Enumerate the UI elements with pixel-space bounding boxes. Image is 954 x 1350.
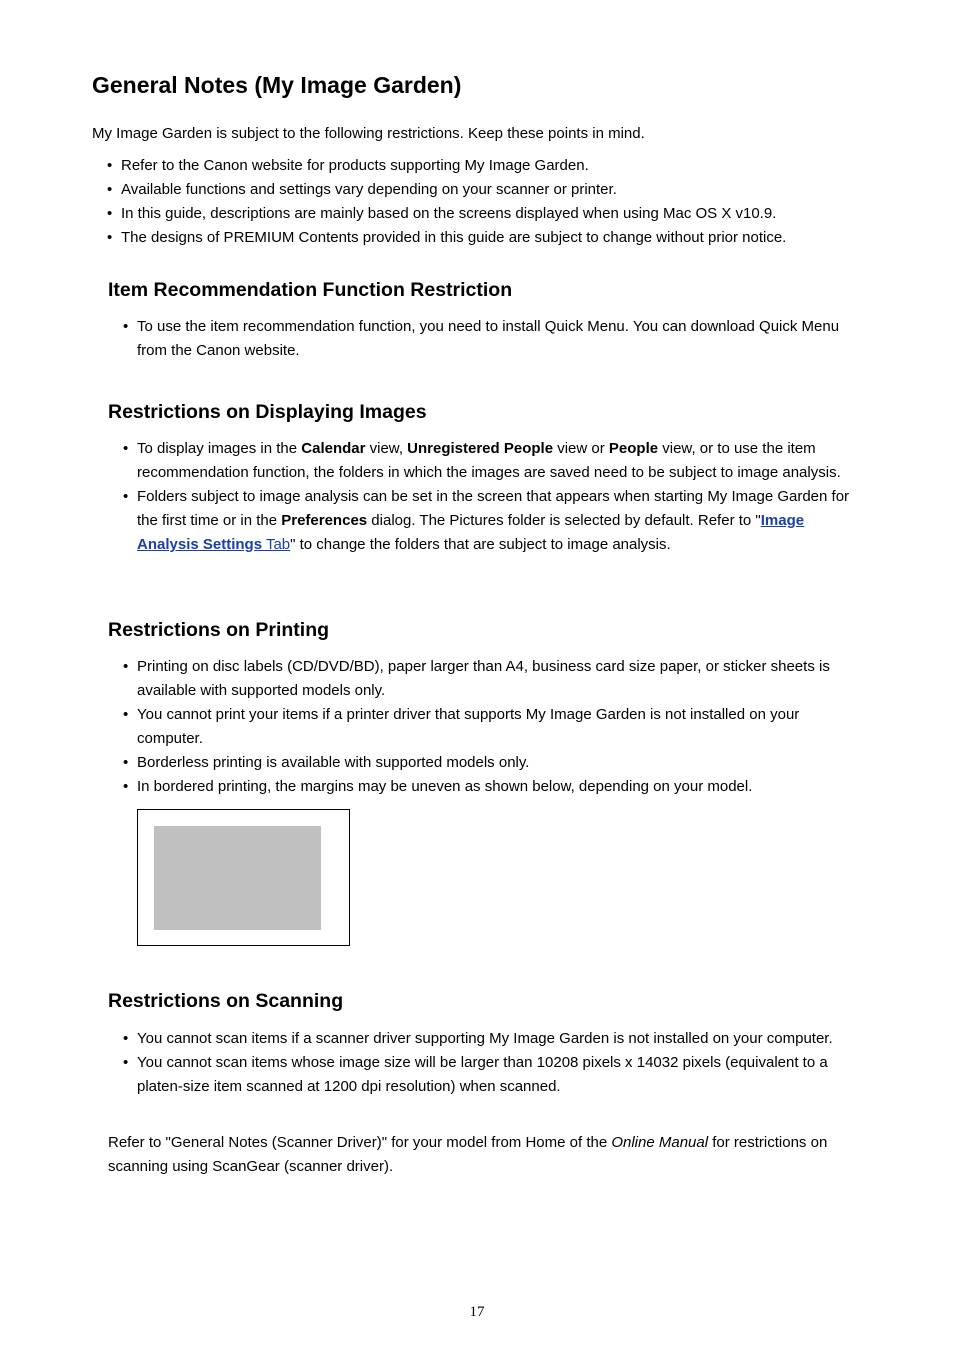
list-item: • Refer to the Canon website for products supporting My Image Garden. xyxy=(92,154,872,178)
list-item: • Folders subject to image analysis can be set in the screen that appears when starting My Image Garden for the first time or in the Preferences dialog. The Pictures folder is selected by default. Refer to "Image Analysis Settings Tab" to change the folders that are subject to image analysis. xyxy=(108,485,863,557)
list-item: • In this guide, descriptions are mainly based on the screens displayed when using Mac OS X v10.9. xyxy=(92,202,872,226)
intro-text: My Image Garden is subject to the following restrictions. Keep these points in mind. xyxy=(92,125,645,142)
calendar-view-term: Calendar xyxy=(301,440,366,457)
scanning-list xyxy=(108,1027,860,1099)
image-analysis-settings-tab-link[interactable]: Image Analysis Settings Tab xyxy=(137,512,805,553)
unregistered-people-view-term: Unregistered People xyxy=(407,440,554,457)
page-title: General Notes (My Image Garden) xyxy=(92,72,462,98)
list-item: • Available functions and settings vary depending on your scanner or printer. xyxy=(92,178,872,202)
list-item: • Borderless printing is available with supported models only. xyxy=(108,751,860,775)
list-item: • Printing on disc labels (CD/DVD/BD), paper larger than A4, business card size paper, or sticker sheets is available with supported models only. xyxy=(108,655,860,703)
displaying-images-list xyxy=(108,437,863,557)
general-notes-list xyxy=(92,154,872,250)
list-item: • The designs of PREMIUM Contents provided in this guide are subject to change without prior notice. xyxy=(92,226,872,250)
printing-list xyxy=(108,655,860,799)
page-number: 17 xyxy=(469,1304,485,1320)
scanner-driver-note: Refer to "General Notes (Scanner Driver)" for your model from Home of the Online Manual for restrictions on scanning using ScanGear (scanner driver). xyxy=(108,1134,828,1175)
printed-area xyxy=(154,826,321,930)
section-heading-scanning: Restrictions on Scanning xyxy=(108,990,344,1012)
list-item: • To display images in the Calendar view, Unregistered People view or People view, or to use the item recommendation function, the folders in which the images are saved need to be subject to image analysis. xyxy=(108,437,863,485)
list-item: • To use the item recommendation function, you need to install Quick Menu. You can download Quick Menu from the Canon website. xyxy=(108,315,860,363)
item-recommendation-list xyxy=(108,315,860,363)
section-heading-displaying-images: Restrictions on Displaying Images xyxy=(108,401,427,423)
people-view-term: People xyxy=(608,440,659,457)
section-heading-item-recommendation: Item Recommendation Function Restriction xyxy=(108,279,513,301)
list-item: • You cannot scan items whose image size will be larger than 10208 pixels x 14032 pixels (equivalent to a platen-size item scanned at 1200 dpi resolution) when scanned. xyxy=(108,1051,860,1099)
uneven-margins-illustration xyxy=(137,809,350,946)
list-item: • You cannot scan items if a scanner driver supporting My Image Garden is not installed on your computer. xyxy=(108,1027,860,1051)
preferences-dialog-term: Preferences xyxy=(281,512,368,529)
list-item: • In bordered printing, the margins may be uneven as shown below, depending on your model. xyxy=(108,775,860,799)
list-item: • You cannot print your items if a printer driver that supports My Image Garden is not installed on your computer. xyxy=(108,703,860,751)
section-heading-printing: Restrictions on Printing xyxy=(108,619,330,641)
online-manual-term: Online Manual xyxy=(611,1134,709,1151)
